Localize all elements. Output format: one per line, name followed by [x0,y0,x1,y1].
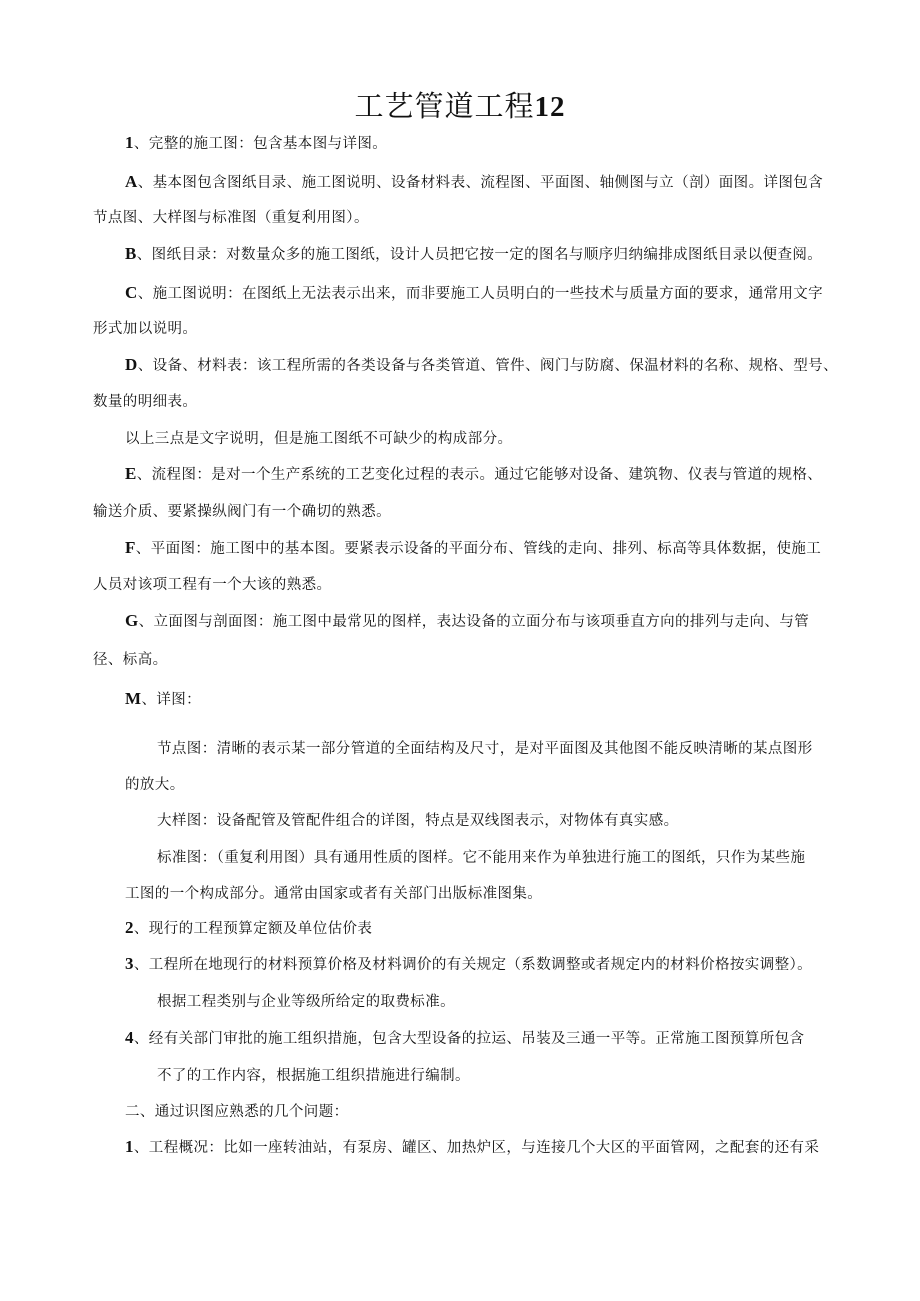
item-label: M [125,689,142,708]
line-text: 节点图：清晰的表示某一部分管道的全面结构及尺寸，是对平面图及其他图不能反映清晰的某点图形 [157,741,813,757]
line-A [125,171,823,192]
line-text: 、图纸目录：对数量众多的施工图纸，设计人员把它按一定的图名与顺序归纳编排成图纸目录以便查阅。 [136,247,823,263]
line-2 [125,917,372,938]
line-summary [125,427,512,448]
line-C-cont [93,317,197,338]
line-text: 的放大。 [125,777,185,793]
line-3 [125,953,812,974]
line-A-cont [93,206,369,227]
item-label: A [125,172,138,191]
line-detail-diagram [157,809,679,830]
line-text: 、完整的施工图：包含基本图与详图。 [133,136,388,152]
line-standard-diagram [157,846,805,867]
line-text: 数量的明细表。 [93,394,198,410]
item-label: F [125,538,136,557]
line-text: 、平面图：施工图中的基本图。要紧表示设备的平面分布、管线的走向、排列、标高等具体数据，使施工 [135,541,822,557]
line-4 [125,1027,804,1048]
item-label: 3 [125,954,134,973]
line-text: 人员对该项工程有一个大该的熟悉。 [93,577,332,593]
item-label: 1 [125,1137,134,1156]
line-D-cont [93,390,197,411]
line-node-diagram-cont [125,773,185,794]
line-text: 以上三点是文字说明，但是施工图纸不可缺少的构成部分。 [125,431,513,447]
item-label: 2 [125,918,134,937]
line-text: 形式加以说明。 [93,321,198,337]
line-M [125,688,201,709]
line-text: 、工程所在地现行的材料预算价格及材料调价的有关规定（系数调整或者规定内的材料价格按实调整）。 [133,957,813,973]
line-text: 节点图、大样图与标准图（重复利用图）。 [93,210,369,226]
item-label: C [125,283,138,302]
line-text: 、详图： [141,692,202,708]
item-label: 4 [125,1028,134,1047]
line-section-2-item-1 [125,1136,819,1157]
line-G-cont [93,648,168,669]
line-1 [125,132,387,153]
line-text: 二、通过识图应熟悉的几个问题： [125,1104,349,1120]
line-F-cont [93,573,331,594]
line-text: 、设备、材料表：该工程所需的各类设备与各类管道、管件、阀门与防腐、保温材料的名称、规格、型号、 [137,358,838,374]
item-label: G [125,611,139,630]
line-text: 不了的工作内容，根据施工组织措施进行编制。 [157,1068,470,1084]
item-label: D [125,355,138,374]
line-text: 输送介质、要紧操纵阀门有一个确切的熟悉。 [93,504,391,520]
line-text: 、立面图与剖面图：施工图中最常见的图样，表达设备的立面分布与该项垂直方向的排列与走向、与管 [138,614,810,630]
line-E [125,463,822,484]
line-4-cont [157,1064,470,1085]
line-text: 大样图：设备配管及管配件组合的详图，特点是双线图表示，对物体有真实感。 [157,813,679,829]
item-label: E [125,464,137,483]
title-text: 工艺管道工程 [354,89,535,123]
line-standard-diagram-cont [125,882,542,903]
line-F [125,537,821,558]
title-number: 12 [534,91,566,123]
line-text: 径、标高。 [93,652,168,668]
page-title [0,84,920,125]
line-text: 、工程概况：比如一座转油站，有泵房、罐区、加热炉区，与连接几个大区的平面管网，之配套的还有采 [133,1140,820,1156]
line-section-2 [125,1100,349,1121]
line-text: 根据工程类别与企业等级所给定的取费标准。 [157,994,455,1010]
line-text: 、基本图包含图纸目录、施工图说明、设备材料表、流程图、平面图、轴侧图与立（剖）面图。详图包含 [137,175,824,191]
line-text: 、现行的工程预算定额及单位估价表 [133,921,373,937]
line-G [125,610,809,631]
line-text: 标准图：（重复利用图）具有通用性质的图样。它不能用来作为单独进行施工的图纸，只作为某些施 [157,850,806,866]
item-label: B [125,244,137,263]
line-B [125,243,822,264]
line-text: 、经有关部门审批的施工组织措施，包含大型设备的拉运、吊装及三通一平等。正常施工图预算所包含 [133,1031,805,1047]
line-text: 、流程图：是对一个生产系统的工艺变化过程的表示。通过它能够对设备、建筑物、仪表与管道的规格、 [136,467,823,483]
line-E-cont [93,500,391,521]
line-node-diagram [157,737,813,758]
line-text: 、施工图说明：在图纸上无法表示出来，而非要施工人员明白的一些技术与质量方面的要求，通常用文字 [137,286,824,302]
item-label: 1 [125,133,134,152]
line-C [125,282,823,303]
line-D [125,354,838,375]
line-text: 工图的一个构成部分。通常由国家或者有关部门出版标准图集。 [125,886,543,902]
line-3-cont [157,990,455,1011]
